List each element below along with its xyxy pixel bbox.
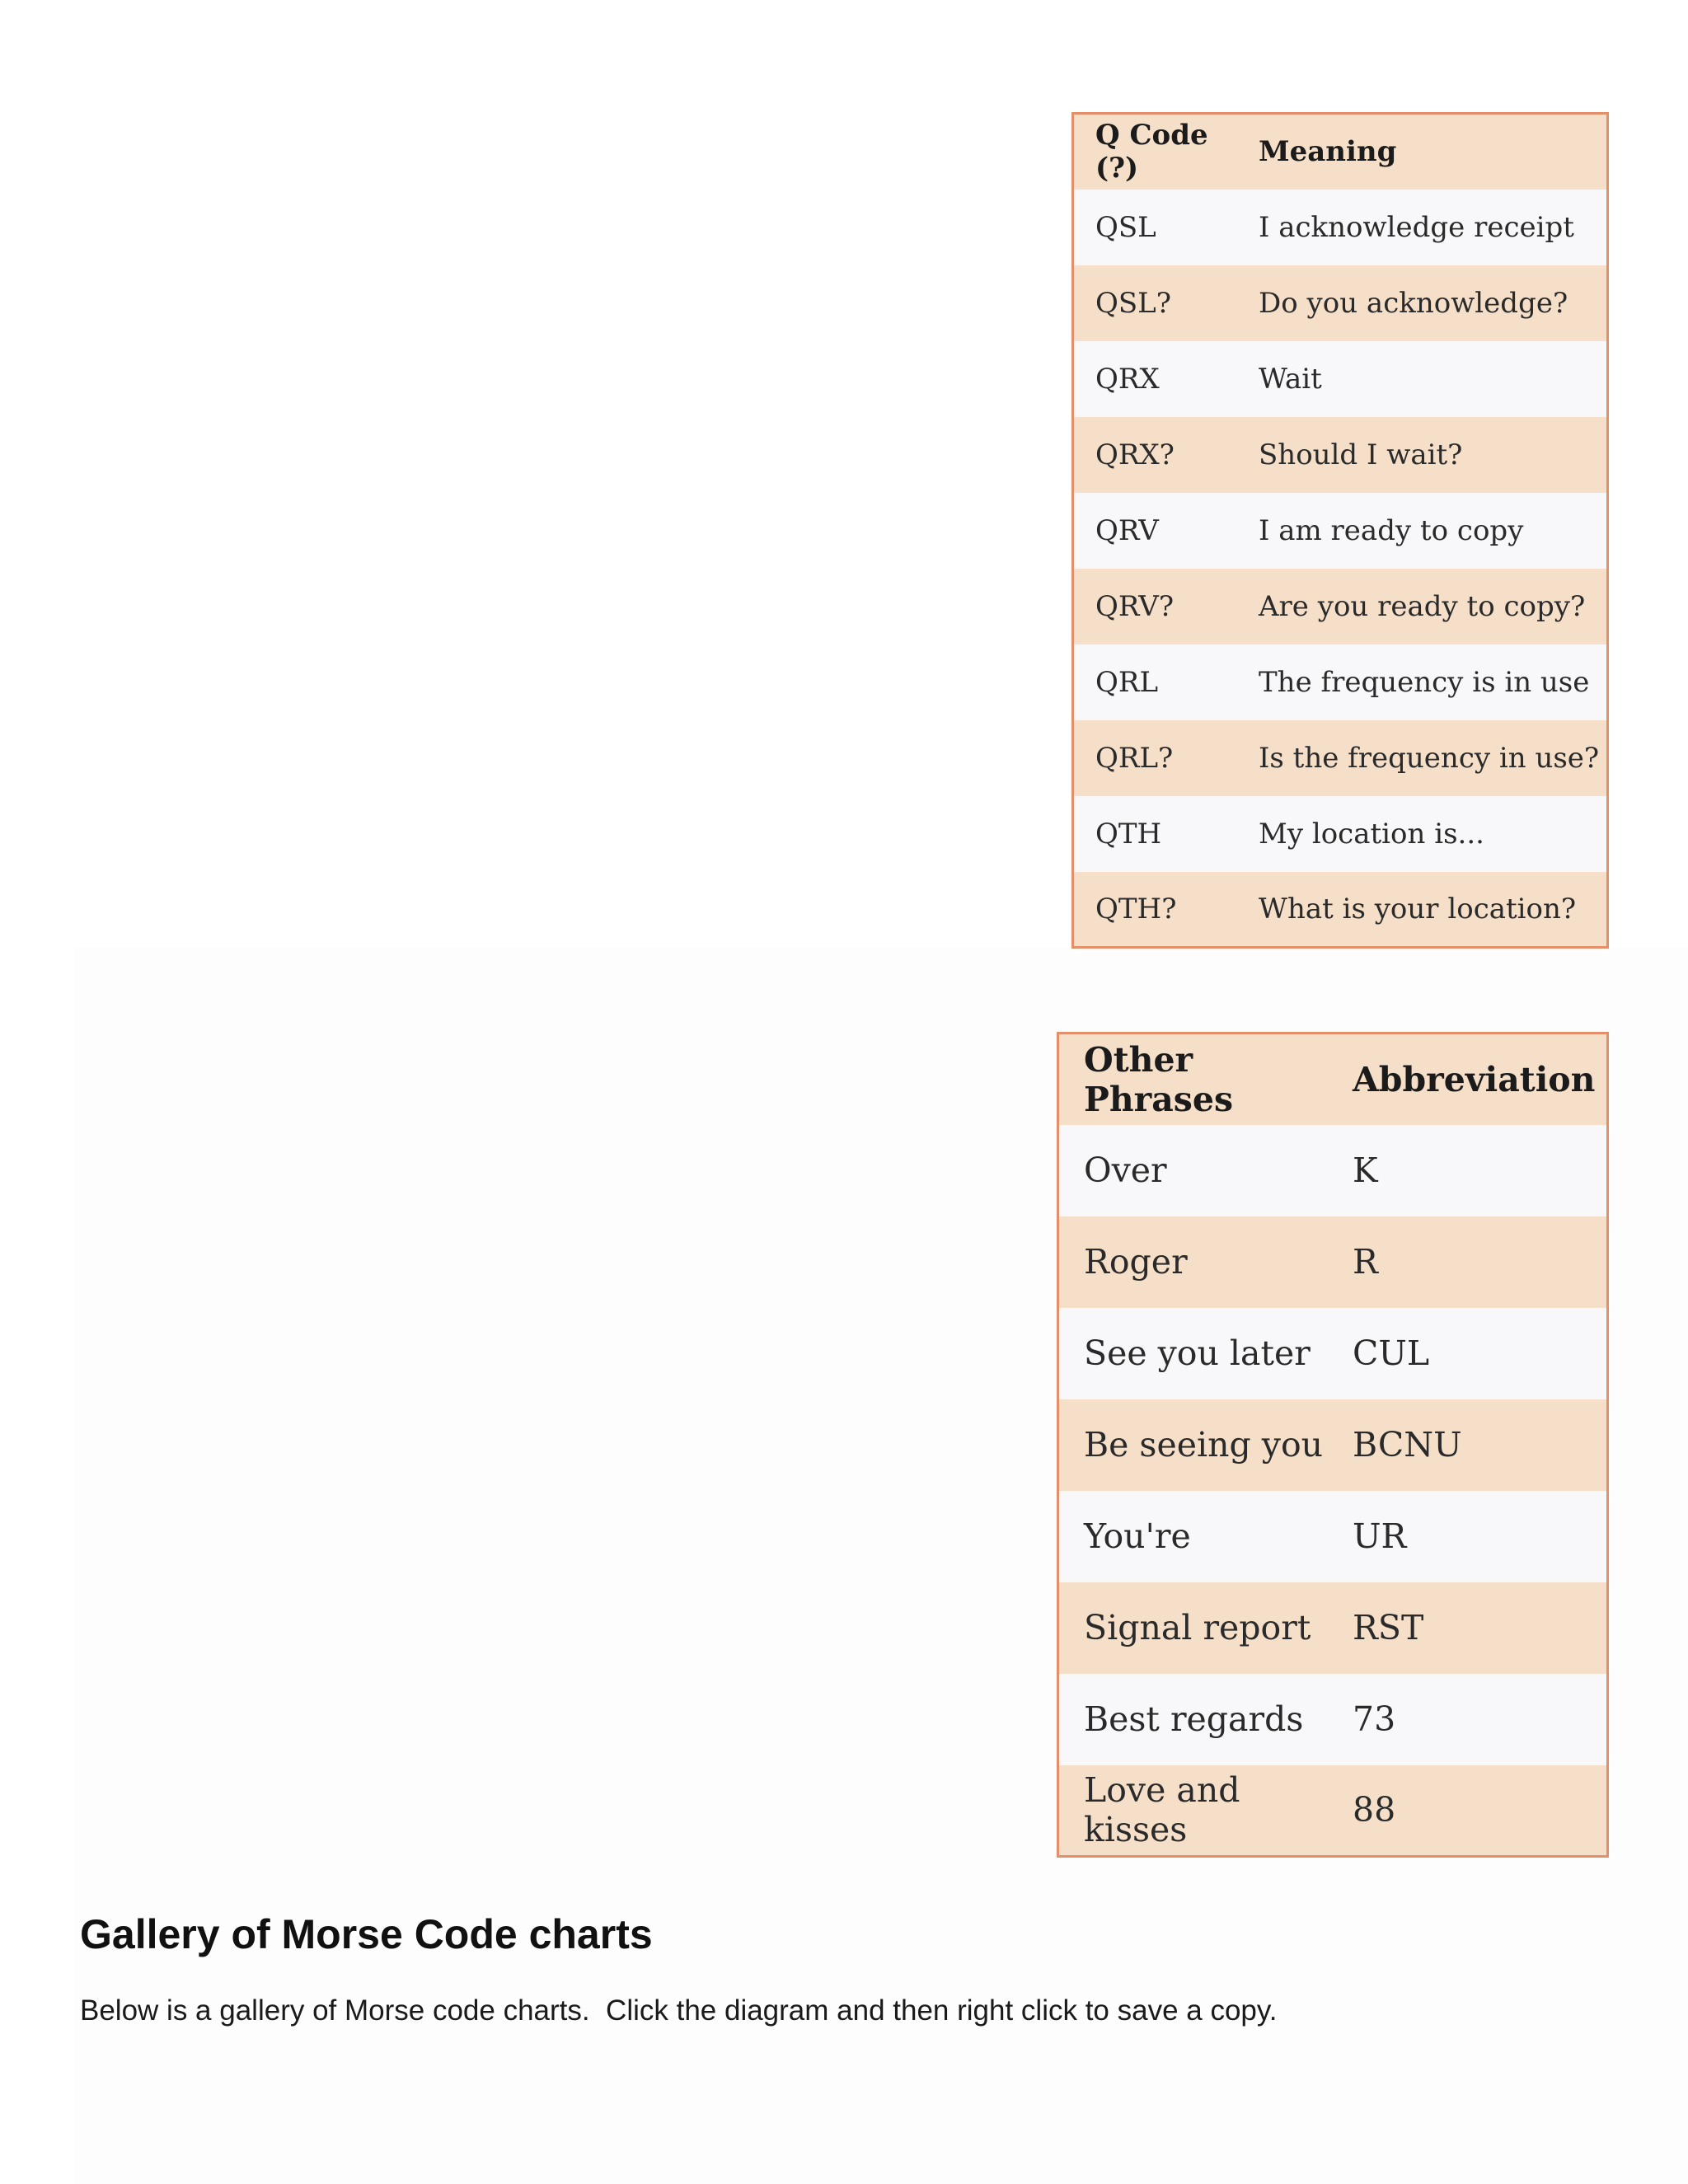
meaning-cell: Do you acknowledge?: [1259, 286, 1568, 320]
gallery-description: Below is a gallery of Morse code charts. Click the diagram and then right click to save a copy.: [80, 1994, 1278, 2027]
table-row: [1058, 1765, 1608, 1857]
table-row: [1073, 417, 1608, 493]
q-code-cell: QSL: [1095, 210, 1156, 244]
abbreviation-cell: UR: [1353, 1516, 1407, 1556]
table-row: [1058, 1216, 1608, 1308]
table-row: [1073, 190, 1608, 265]
table-row: [1058, 1308, 1608, 1399]
meaning-cell: Wait: [1259, 362, 1322, 396]
meaning-cell: I acknowledge receipt: [1259, 210, 1574, 244]
phrase-cell: You're: [1084, 1516, 1191, 1556]
column-header: Abbreviation: [1353, 1059, 1596, 1099]
table-row: [1073, 341, 1608, 417]
table-row: [1073, 796, 1608, 872]
table-row: [1058, 1399, 1608, 1491]
table-header-row: [1058, 1033, 1608, 1125]
phrase-cell: Over: [1084, 1151, 1167, 1190]
q-code-cell: QRX: [1095, 362, 1160, 396]
phrase-cell: Be seeing you: [1084, 1425, 1324, 1465]
meaning-cell: Are you ready to copy?: [1259, 589, 1586, 623]
table-row: [1058, 1674, 1608, 1765]
phrases-table[interactable]: [1057, 1032, 1609, 1858]
abbreviation-cell: 73: [1353, 1699, 1396, 1739]
q-code-cell: QRX?: [1095, 438, 1175, 471]
meaning-cell: My location is...: [1259, 817, 1484, 851]
meaning-cell: What is your location?: [1259, 892, 1577, 926]
phrase-cell: See you later: [1084, 1333, 1311, 1373]
phrase-cell: Roger: [1084, 1242, 1188, 1282]
column-header: Other Phrases: [1084, 1039, 1234, 1119]
q-code-cell: QRL?: [1095, 741, 1174, 775]
table-row: [1058, 1491, 1608, 1582]
table-header-row: [1073, 114, 1608, 190]
table-row: [1073, 644, 1608, 720]
abbreviation-cell: K: [1353, 1151, 1378, 1190]
q-code-cell: QSL?: [1095, 286, 1171, 320]
q-code-cell: QRL: [1095, 665, 1159, 699]
gallery-heading: Gallery of Morse Code charts: [80, 1911, 653, 1957]
abbreviation-cell: CUL: [1353, 1333, 1430, 1373]
phrase-cell: Best regards: [1084, 1699, 1304, 1739]
q-code-cell: QRV?: [1095, 589, 1175, 623]
q-code-cell: QTH: [1095, 817, 1162, 851]
abbreviation-cell: BCNU: [1353, 1425, 1462, 1465]
q-code-cell: QTH?: [1095, 892, 1177, 926]
phrase-cell: Love and kisses: [1084, 1770, 1240, 1850]
meaning-cell: Should I wait?: [1259, 438, 1463, 471]
q-code-cell: QRV: [1095, 513, 1159, 547]
meaning-cell: The frequency is in use: [1259, 665, 1590, 699]
table-row: [1073, 265, 1608, 341]
column-header: Meaning: [1259, 135, 1397, 169]
meaning-cell: I am ready to copy: [1259, 513, 1524, 547]
meaning-cell: Is the frequency in use?: [1259, 741, 1600, 775]
column-header: Q Code (?): [1095, 119, 1208, 185]
table-row: [1073, 720, 1608, 796]
abbreviation-cell: 88: [1353, 1790, 1396, 1830]
phrase-cell: Signal report: [1084, 1608, 1311, 1647]
q-code-table[interactable]: [1071, 112, 1609, 949]
table-row: [1073, 872, 1608, 948]
table-row: [1058, 1125, 1608, 1216]
abbreviation-cell: R: [1353, 1242, 1378, 1282]
abbreviation-cell: RST: [1353, 1608, 1424, 1647]
table-row: [1058, 1582, 1608, 1674]
table-row: [1073, 493, 1608, 569]
table-row: [1073, 569, 1608, 644]
